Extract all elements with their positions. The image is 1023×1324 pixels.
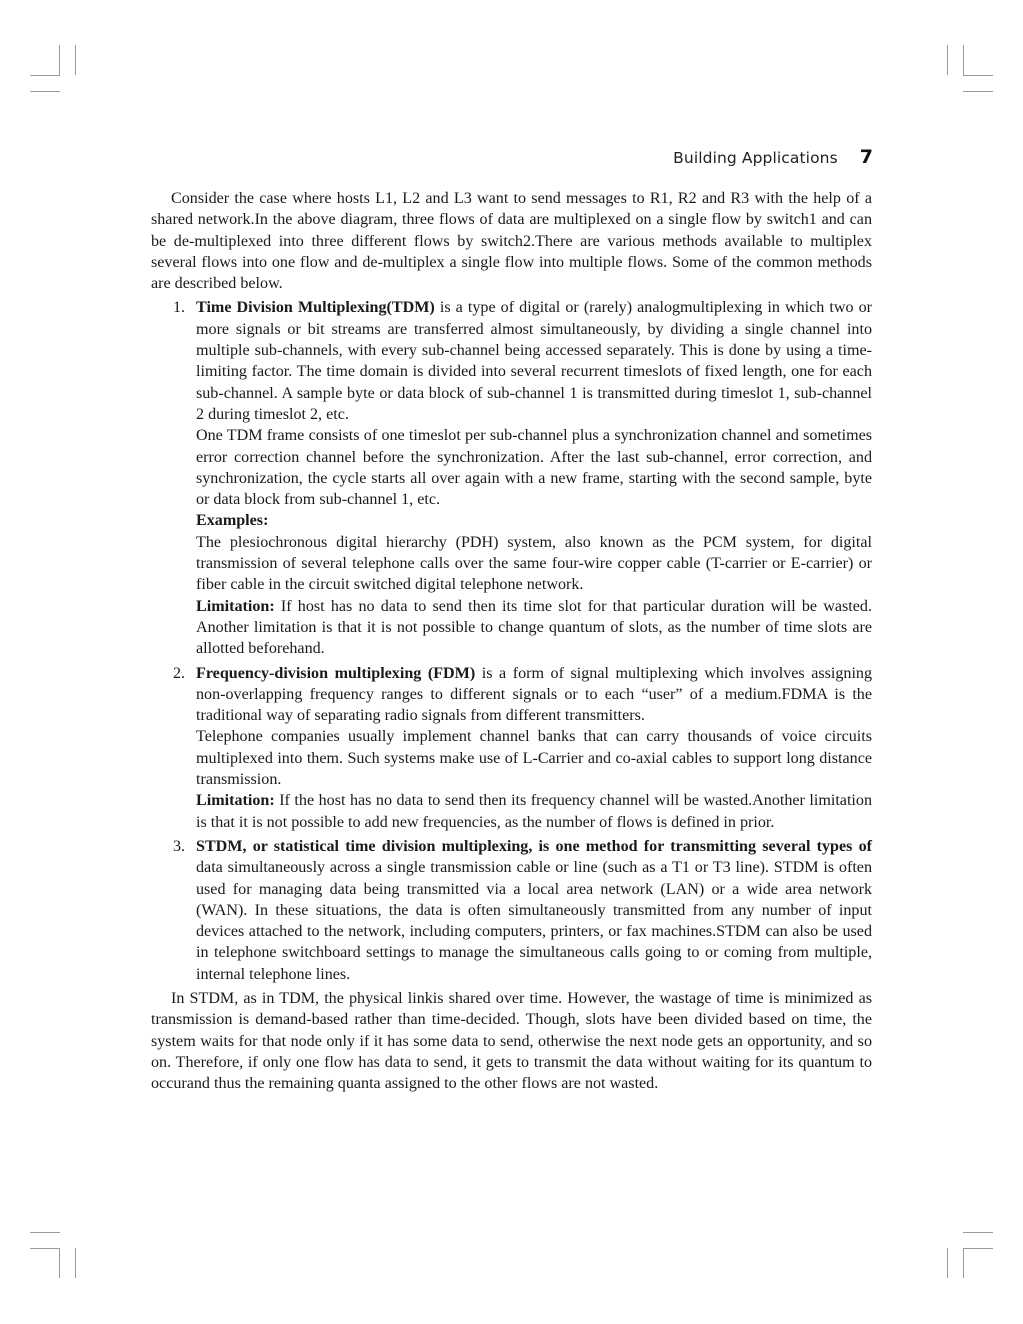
limitation-label: Limitation: [196,792,275,810]
methods-list [151,297,872,985]
closing-paragraph: In STDM, as in TDM, the physical linkis shared over time. However, the wastage of time is minimized as transmission is demand-based rather than time-decided. Though, slots have been divided based on time, the system waits for that node only if it has some data to send, otherwise the next node gets an opportunity, and so on. Therefore, if only one flow has data to send, it gets to transmit the data without waiting for its quantum to occurand thus the remaining quanta assigned to the other flows are not wasted. [151,989,872,1093]
list-number: 3. [173,837,186,855]
page-number: 7 [859,146,873,168]
crop-mark [30,75,60,76]
crop-mark [963,75,993,76]
tdm-frame-paragraph: One TDM frame consists of one timeslot per sub-channel plus a synchronization channel and sometimes error correction channel before the synchronization. After the last sub-channel, error correction, and synchronization, the cycle starts all over again with a new frame, starting with the second sample, byte or data block from sub-channel 1, etc. [196,427,872,509]
page-body [151,188,872,1094]
crop-mark [59,1248,60,1278]
limitation-label: Limitation: [196,597,275,615]
crop-mark [30,91,60,92]
running-head: Building Applications [673,149,838,167]
crop-mark [59,45,60,75]
list-item-stdm [151,836,872,985]
intro-paragraph: Consider the case where hosts L1, L2 and L3 want to send messages to R1, R2 and R3 with the help of a shared network.In the above diagram, three flows of data are multiplexed on a single flow by switch1 and can be de-multiplexed into three different flows by switch2.There are various methods available to multiplex several flows into one flow and de-multiplex a single flow into multiple flows. Some of the common methods are described below. [151,190,872,293]
tdm-limitation: Limitation: If host has no data to send then its time slot for that particular duration will be wasted. Another limitation is that it is not possible to change quantum of slots, as the number of time slots are allotted beforehand. [196,597,872,658]
stdm-text: data simultaneously across a single transmission cable or line (such as a T1 or T3 line). STDM is often used for managing data being transmitted via a local area network (LAN) or a wide area network (WAN). In these situations, the data is often simultaneously transmitted from any number of input devices attached to the network, including computers, printers, or fax machines.STDM can also be used in telephone switchboard settings to manage the simultaneous calls going to or coming from multiple, internal telephone lines. [196,859,872,983]
crop-mark [963,1232,993,1233]
list-item-fdm [151,663,872,833]
crop-mark [963,91,993,92]
list-number: 1. [173,299,186,317]
fdm-telephone-paragraph: Telephone companies usually implement channel banks that can carry thousands of voice circuits multiplexed into them. Such systems make use of L-Carrier and co-axial cables to support long distance transmission. [196,728,872,789]
tdm-definition [196,297,872,425]
stdm-definition [196,836,872,985]
list-number: 2. [173,664,186,682]
examples-heading: Examples: [196,512,269,530]
crop-mark [947,1248,948,1278]
crop-mark [947,45,948,75]
crop-mark [963,45,964,75]
list-item-tdm [151,297,872,659]
fdm-definition [196,663,872,727]
crop-mark [75,1248,76,1278]
crop-mark [30,1232,60,1233]
crop-mark [30,1248,60,1249]
tdm-term: Time Division Multiplexing(TDM) [196,299,435,317]
stdm-term: STDM, or statistical time division multiplexing, is one method for transmitting several types of [196,837,872,855]
fdm-term: Frequency-division multiplexing (FDM) [196,664,476,682]
examples-paragraph: The plesiochronous digital hierarchy (PDH) system, also known as the PCM system, for digital transmission of several telephone calls over the same four-wire copper cable (T-carrier or E-carrier) or fiber cable in the circuit switched digital telephone network. [196,533,872,594]
fdm-text: is a form of signal multiplexing which involves assigning non-overlapping frequency ranges to different signals or to each “user” of a medium.FDMA is the traditional way of separating radio signals from different transmitters. [196,664,873,725]
tdm-text: is a type of digital or (rarely) analogmultiplexing in which two or more signals or bit streams are transferred almost simultaneously, by dividing a single channel into multiple sub-channels, with every sub-channel being accessed separately. This is done by using a time-limiting factor. The time domain is divided into several recurrent timeslots of fixed length, one for each sub-channel. A sample byte or data block of sub-channel 1 is transmitted during timeslot 1, sub-channel 2 during timeslot 2, etc. [196,299,872,423]
crop-mark [963,1248,993,1249]
crop-mark [963,1248,964,1278]
crop-mark [75,45,76,75]
fdm-limitation: Limitation: If the host has no data to send then its frequency channel will be wasted.Another limitation is that it is not possible to add new frequencies, as the number of flows is defined in prior. [196,792,872,831]
page-header [673,146,873,168]
